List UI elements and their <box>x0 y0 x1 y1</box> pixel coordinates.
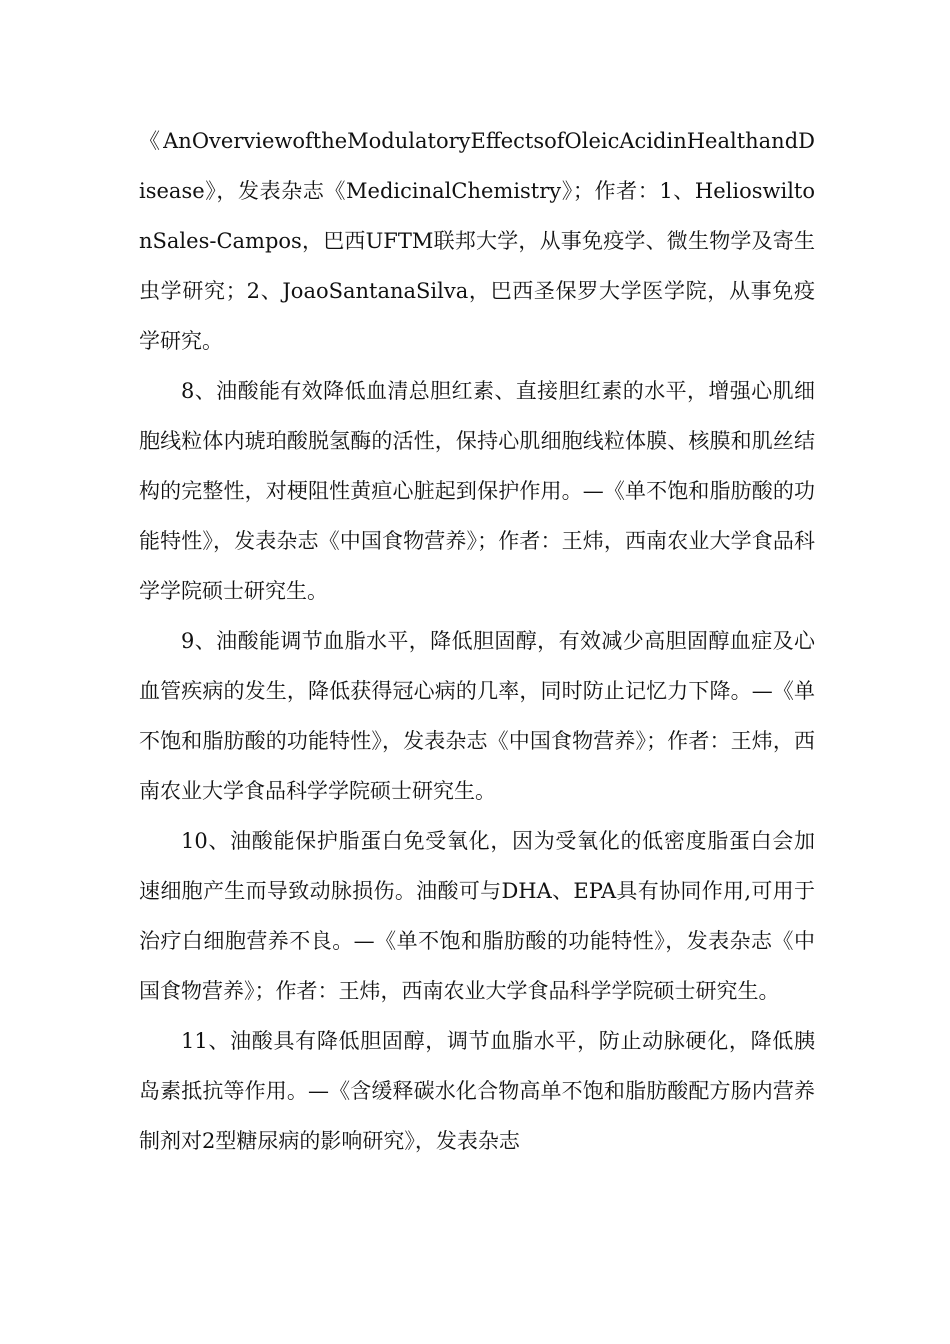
paragraph-item-11: 11、油酸具有降低胆固醇，调节血脂水平，防止动脉硬化，降低胰岛素抵抗等作用。—《含缓释碳水化合物高单不饱和脂肪酸配方肠内营养制剂对2型糖尿病的影响研究》，发表杂志 <box>139 1029 815 1153</box>
paragraph-reference-continuation: 《AnOverviewoftheModulatoryEffectsofOleicAcidinHealthandDisease》，发表杂志《MedicinalChemistry》；作者：1、HelioswiltonSales-Campos，巴西UFTM联邦大学，从事免疫学、微生物学及寄生虫学研究；2、JoaoSantanaSilva，巴西圣保罗大学医学院，从事免疫学研究。 <box>139 129 815 353</box>
paragraph-item-8: 8、油酸能有效降低血清总胆红素、直接胆红素的水平，增强心肌细胞线粒体内琥珀酸脱氢酶的活性，保持心肌细胞线粒体膜、核膜和肌丝结构的完整性，对梗阻性黄疸心脏起到保护作用。—《单不饱和脂肪酸的功能特性》，发表杂志《中国食物营养》；作者：王炜，西南农业大学食品科学学院硕士研究生。 <box>139 379 815 603</box>
paragraph-item-9: 9、油酸能调节血脂水平，降低胆固醇，有效减少高胆固醇血症及心血管疾病的发生，降低获得冠心病的几率，同时防止记忆力下降。—《单不饱和脂肪酸的功能特性》，发表杂志《中国食物营养》；作者：王炜，西南农业大学食品科学学院硕士研究生。 <box>139 629 815 803</box>
document-body <box>139 116 815 1166</box>
paragraph-item-10: 10、油酸能保护脂蛋白免受氧化，因为受氧化的低密度脂蛋白会加速细胞产生而导致动脉损伤。油酸可与DHA、EPA具有协同作用,可用于治疗白细胞营养不良。—《单不饱和脂肪酸的功能特性》，发表杂志《中国食物营养》；作者：王炜，西南农业大学食品科学学院硕士研究生。 <box>139 829 815 1003</box>
